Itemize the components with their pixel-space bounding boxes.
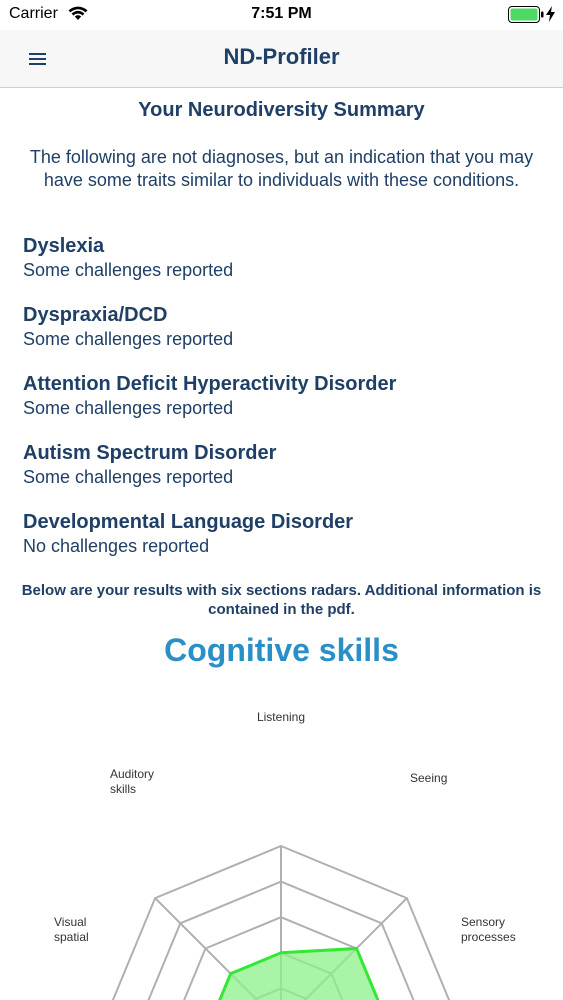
axis-label-auditory-line1: Auditory [110, 767, 155, 781]
section-title: Cognitive skills [164, 632, 399, 668]
condition-item [23, 441, 543, 489]
nav-bar [0, 30, 563, 88]
radar-note: Below are your results with six sections radars. Additional information is contained in the pdf. [21, 582, 542, 618]
status-bar [0, 0, 563, 30]
condition-name: Developmental Language Disorder [23, 511, 354, 533]
condition-status: No challenges reported [23, 536, 210, 556]
condition-status: Some challenges reported [23, 260, 234, 280]
condition-status: Some challenges reported [23, 398, 234, 418]
condition-item [23, 303, 543, 351]
condition-name: Dyspraxia/DCD [23, 304, 168, 326]
condition-name: Attention Deficit Hyperactivity Disorder [23, 373, 397, 395]
axis-label-visual-line2: spatial [54, 930, 89, 944]
charging-icon [546, 6, 555, 27]
condition-status: Some challenges reported [23, 329, 234, 349]
axis-label-listening: Listening [256, 710, 306, 724]
summary-intro: The following are not diagnoses, but an indication that you may have some traits similar to individuals with these conditions. [29, 147, 534, 190]
condition-name: Autism Spectrum Disorder [23, 442, 277, 464]
nav-title: ND-Profiler [223, 44, 340, 69]
radar-chart [0, 688, 563, 1000]
condition-status: Some challenges reported [23, 467, 234, 487]
axis-label-sensory-line2: processes [461, 930, 516, 944]
carrier-label: Carrier [9, 5, 58, 22]
condition-item [23, 234, 543, 282]
condition-name: Dyslexia [23, 235, 105, 257]
axis-label-auditory-line2: skills [110, 782, 136, 796]
battery-icon [508, 6, 544, 28]
condition-item [23, 510, 543, 558]
axis-label-visual-line1: Visual [54, 915, 87, 929]
axis-label-sensory-line1: Sensory [461, 915, 506, 929]
radar-data-area [210, 948, 388, 1000]
summary-title: Your Neurodiversity Summary [138, 99, 425, 121]
condition-item [23, 372, 543, 420]
status-time: 7:51 PM [251, 5, 312, 22]
axis-label-seeing: Seeing [410, 771, 448, 785]
